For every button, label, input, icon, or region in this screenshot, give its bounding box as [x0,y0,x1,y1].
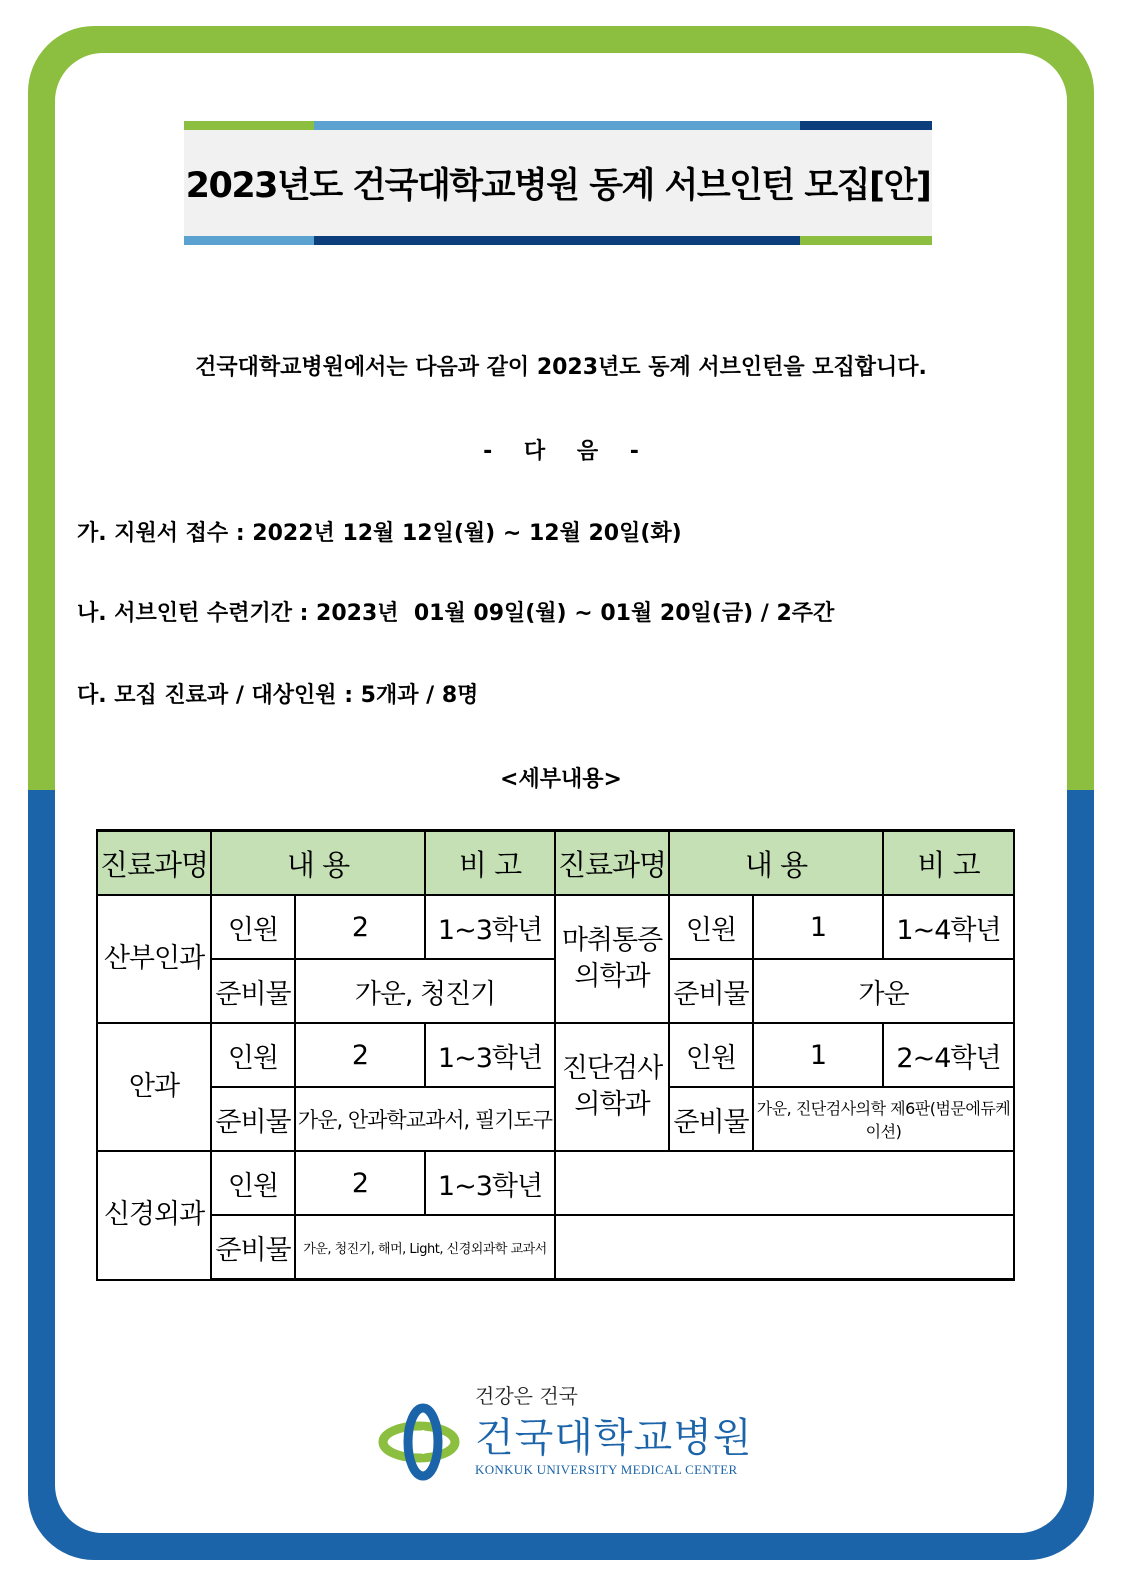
table-header-row [97,831,1014,896]
item-application-period: 가. 지원서 접수 : 2022년 12월 12일(월) ~ 12월 20일(화) [77,521,682,546]
title-bottom-bar [184,236,932,245]
table-row [97,1151,1014,1215]
header-note: 비 고 [883,831,1014,896]
hospital-logo [375,1380,755,1490]
table-row [97,1215,1014,1280]
logo-english-name: KONKUK UNIVERSITY MEDICAL CENTER [475,1462,738,1477]
header-content: 내 용 [669,831,883,896]
people-label: 인원 [211,895,295,959]
dept-obgyn: 산부인과 [97,895,211,1023]
prep-items: 가운, 청진기 [295,959,555,1023]
prep-items: 가운, 청진기, 해머, Light, 신경외과학 교과서 [295,1215,555,1280]
prep-label: 준비물 [211,1215,295,1280]
prep-label: 준비물 [211,959,295,1023]
grade-range: 1~3학년 [425,1151,555,1215]
prep-label: 준비물 [669,1087,753,1151]
detail-heading: <세부내용> [500,767,622,792]
title-banner [184,121,932,245]
page-body [55,53,1067,1533]
section-divider: - 다 음 - [483,439,639,464]
recruitment-table [96,829,1015,1281]
dept-anesthesiology-label: 마취통증 의학과 [561,924,663,992]
grade-range: 2~4학년 [883,1023,1014,1087]
header-dept: 진료과명 [97,831,211,896]
people-count: 2 [295,1023,425,1087]
people-label: 인원 [211,1151,295,1215]
table-row [97,1023,1014,1087]
logo-slogan: 건강은 건국 [475,1384,578,1408]
intro-text: 건국대학교병원에서는 다음과 같이 2023년도 동계 서브인턴을 모집합니다. [195,355,927,380]
header-content: 내 용 [211,831,425,896]
people-count: 1 [753,1023,883,1087]
prep-items: 가운, 진단검사의학 제6판(범문에듀케이션) [753,1087,1014,1151]
prep-label: 준비물 [211,1087,295,1151]
item-training-period: 나. 서브인턴 수련기간 : 2023년 01월 09일(월) ~ 01월 20일(금) / 2주간 [77,601,835,626]
dept-laboratory-medicine [555,1023,669,1151]
logo-name: 건국대학교병원 [475,1415,753,1461]
dept-neurosurgery: 신경외과 [97,1151,211,1280]
people-label: 인원 [669,1023,753,1087]
dept-ophthalmology: 안과 [97,1023,211,1151]
empty-cell [555,1215,1014,1280]
grade-range: 1~4학년 [883,895,1014,959]
prep-items: 가운 [753,959,1014,1023]
people-count: 2 [295,1151,425,1215]
people-count: 1 [753,895,883,959]
grade-range: 1~3학년 [425,895,555,959]
title-top-bar [184,121,932,130]
table-row [97,895,1014,959]
people-label: 인원 [669,895,753,959]
grade-range: 1~3학년 [425,1023,555,1087]
prep-label: 준비물 [669,959,753,1023]
people-label: 인원 [211,1023,295,1087]
empty-cell [555,1151,1014,1215]
prep-items: 가운, 안과학교과서, 필기도구 [295,1087,555,1151]
dept-anesthesiology [555,895,669,1023]
dept-laboratory-medicine-label: 진단검사 의학과 [561,1052,663,1120]
page-title: 2023년도 건국대학교병원 동계 서브인턴 모집[안] [185,166,931,206]
header-note: 비 고 [425,831,555,896]
item-departments: 다. 모집 진료과 / 대상인원 : 5개과 / 8명 [77,683,479,708]
logo-mark-icon [375,1400,470,1485]
people-count: 2 [295,895,425,959]
header-dept: 진료과명 [555,831,669,896]
